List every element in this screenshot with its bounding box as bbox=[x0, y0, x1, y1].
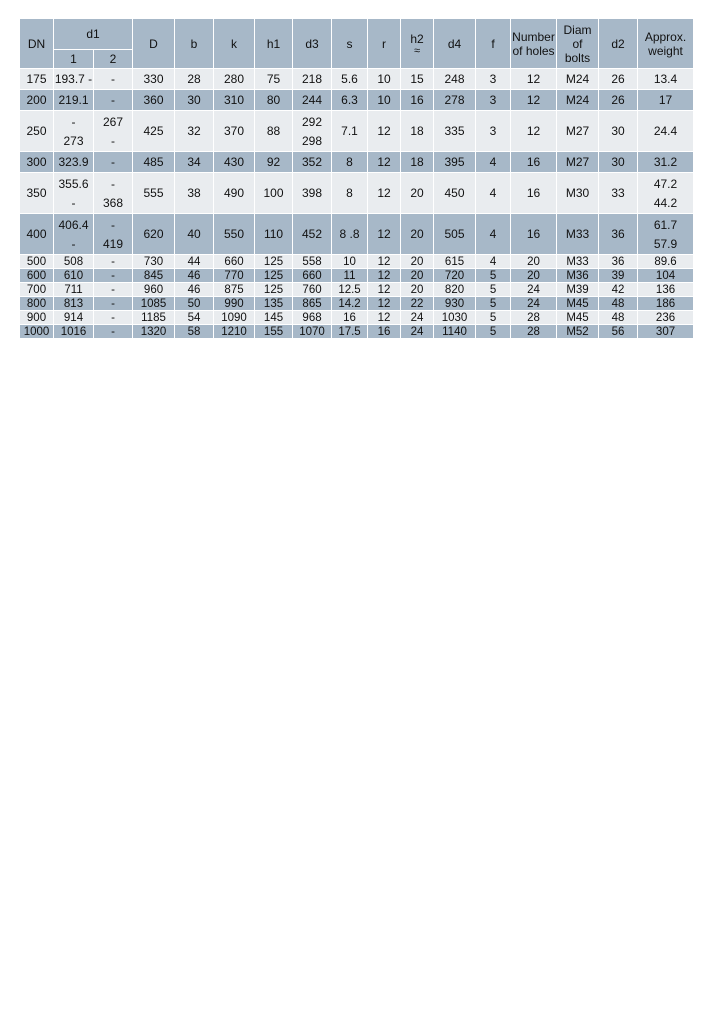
cell-holes: 12 bbox=[511, 69, 557, 90]
cell-dn: 250 bbox=[20, 111, 54, 152]
cell-h1: 125 bbox=[255, 283, 293, 297]
cell-d3: 660 bbox=[293, 269, 332, 283]
header-bolts bbox=[557, 19, 599, 69]
cell-d1-1: 193.7 - bbox=[54, 69, 94, 90]
cell-D: 960 bbox=[133, 283, 175, 297]
cell-d3: 218 bbox=[293, 69, 332, 90]
cell-value: - bbox=[111, 176, 115, 191]
cell-s: 16 bbox=[332, 311, 368, 325]
cell-f: 5 bbox=[476, 269, 511, 283]
cell-dn: 300 bbox=[20, 152, 54, 173]
header-D: D bbox=[133, 19, 175, 69]
cell-r: 12 bbox=[368, 214, 401, 255]
cell-value: 298 bbox=[302, 133, 323, 148]
cell-d2: 30 bbox=[599, 152, 638, 173]
header-bolts-line: bolts bbox=[564, 50, 591, 65]
cell-k: 990 bbox=[214, 297, 255, 311]
cell-weight: 236 bbox=[638, 311, 694, 325]
cell-b: 44 bbox=[175, 255, 214, 269]
cell-s: 11 bbox=[332, 269, 368, 283]
cell-value: - bbox=[71, 114, 76, 129]
cell-D: 730 bbox=[133, 255, 175, 269]
cell-d1-2: - bbox=[94, 325, 133, 339]
cell-b: 30 bbox=[175, 90, 214, 111]
table-row bbox=[20, 173, 694, 214]
cell-f: 4 bbox=[476, 173, 511, 214]
cell-bolts: M24 bbox=[557, 90, 599, 111]
cell-f: 3 bbox=[476, 111, 511, 152]
header-holes-line: of holes bbox=[512, 43, 555, 58]
cell-d1-1: 219.1 bbox=[54, 90, 94, 111]
cell-h1: 80 bbox=[255, 90, 293, 111]
cell-holes: 24 bbox=[511, 283, 557, 297]
header-d4: d4 bbox=[434, 19, 476, 69]
cell-f: 4 bbox=[476, 214, 511, 255]
cell-value: - bbox=[71, 195, 76, 210]
table-row bbox=[20, 152, 694, 173]
cell-d3: 558 bbox=[293, 255, 332, 269]
header-d2: d2 bbox=[599, 19, 638, 69]
cell-D: 845 bbox=[133, 269, 175, 283]
cell-D: 1085 bbox=[133, 297, 175, 311]
cell-bolts: M24 bbox=[557, 69, 599, 90]
cell-dn: 400 bbox=[20, 214, 54, 255]
table-row bbox=[20, 214, 694, 255]
cell-d4: 335 bbox=[434, 111, 476, 152]
table-row bbox=[20, 311, 694, 325]
cell-s: 14.2 bbox=[332, 297, 368, 311]
cell-s: 5.6 bbox=[332, 69, 368, 90]
header-h1: h1 bbox=[255, 19, 293, 69]
cell-d4: 1030 bbox=[434, 311, 476, 325]
cell-d4: 930 bbox=[434, 297, 476, 311]
cell-f: 3 bbox=[476, 90, 511, 111]
cell-value: - bbox=[111, 133, 115, 148]
header-weight bbox=[638, 19, 694, 69]
cell-value: 61.7 bbox=[653, 217, 678, 232]
cell-r: 12 bbox=[368, 111, 401, 152]
cell-h1: 155 bbox=[255, 325, 293, 339]
cell-weight bbox=[638, 214, 694, 255]
cell-d1-2: - bbox=[94, 152, 133, 173]
cell-d4: 1140 bbox=[434, 325, 476, 339]
cell-d3: 865 bbox=[293, 297, 332, 311]
cell-h2: 20 bbox=[401, 269, 434, 283]
cell-s: 6.3 bbox=[332, 90, 368, 111]
cell-b: 46 bbox=[175, 269, 214, 283]
cell-d1-1: 711 bbox=[54, 283, 94, 297]
cell-d1-1: 813 bbox=[54, 297, 94, 311]
cell-holes: 12 bbox=[511, 90, 557, 111]
cell-weight: 307 bbox=[638, 325, 694, 339]
cell-d2: 26 bbox=[599, 90, 638, 111]
cell-d1-2: - bbox=[94, 283, 133, 297]
cell-d4: 248 bbox=[434, 69, 476, 90]
cell-weight: 89.6 bbox=[638, 255, 694, 269]
cell-dn: 900 bbox=[20, 311, 54, 325]
cell-f: 5 bbox=[476, 311, 511, 325]
cell-value: 419 bbox=[102, 236, 124, 251]
cell-b: 32 bbox=[175, 111, 214, 152]
cell-d1-1: 508 bbox=[54, 255, 94, 269]
cell-r: 12 bbox=[368, 152, 401, 173]
cell-h1: 125 bbox=[255, 269, 293, 283]
table-row bbox=[20, 69, 694, 90]
cell-d1-2: - bbox=[94, 69, 133, 90]
cell-d2: 26 bbox=[599, 69, 638, 90]
cell-d3: 1070 bbox=[293, 325, 332, 339]
cell-d2: 30 bbox=[599, 111, 638, 152]
cell-b: 54 bbox=[175, 311, 214, 325]
table-row bbox=[20, 111, 694, 152]
cell-holes: 16 bbox=[511, 152, 557, 173]
cell-D: 425 bbox=[133, 111, 175, 152]
cell-weight: 186 bbox=[638, 297, 694, 311]
cell-d4: 278 bbox=[434, 90, 476, 111]
cell-h2: 22 bbox=[401, 297, 434, 311]
cell-bolts: M45 bbox=[557, 311, 599, 325]
cell-d3: 760 bbox=[293, 283, 332, 297]
cell-d2: 36 bbox=[599, 214, 638, 255]
cell-weight bbox=[638, 173, 694, 214]
cell-d4: 820 bbox=[434, 283, 476, 297]
cell-h1: 145 bbox=[255, 311, 293, 325]
cell-value: 267 bbox=[102, 114, 124, 129]
cell-D: 485 bbox=[133, 152, 175, 173]
cell-holes: 16 bbox=[511, 173, 557, 214]
cell-k: 660 bbox=[214, 255, 255, 269]
cell-k: 770 bbox=[214, 269, 255, 283]
cell-k: 490 bbox=[214, 173, 255, 214]
cell-dn: 1000 bbox=[20, 325, 54, 339]
cell-d2: 39 bbox=[599, 269, 638, 283]
cell-r: 12 bbox=[368, 297, 401, 311]
cell-dn: 700 bbox=[20, 283, 54, 297]
cell-d2: 33 bbox=[599, 173, 638, 214]
cell-d2: 48 bbox=[599, 311, 638, 325]
cell-D: 1320 bbox=[133, 325, 175, 339]
header-r: r bbox=[368, 19, 401, 69]
cell-dn: 800 bbox=[20, 297, 54, 311]
cell-b: 46 bbox=[175, 283, 214, 297]
cell-h2: 20 bbox=[401, 173, 434, 214]
cell-h2: 24 bbox=[401, 325, 434, 339]
header-holes-line: Number bbox=[512, 29, 555, 44]
cell-r: 10 bbox=[368, 69, 401, 90]
cell-bolts: M52 bbox=[557, 325, 599, 339]
cell-d1-2 bbox=[94, 111, 133, 152]
cell-d1-1 bbox=[54, 173, 94, 214]
cell-d1-2 bbox=[94, 173, 133, 214]
header-k: k bbox=[214, 19, 255, 69]
cell-k: 1210 bbox=[214, 325, 255, 339]
table-row bbox=[20, 283, 694, 297]
cell-bolts: M36 bbox=[557, 269, 599, 283]
cell-s: 17.5 bbox=[332, 325, 368, 339]
cell-s: 10 bbox=[332, 255, 368, 269]
header-b: b bbox=[175, 19, 214, 69]
cell-bolts: M33 bbox=[557, 214, 599, 255]
cell-d3: 398 bbox=[293, 173, 332, 214]
cell-r: 16 bbox=[368, 325, 401, 339]
cell-d4: 720 bbox=[434, 269, 476, 283]
cell-dn: 175 bbox=[20, 69, 54, 90]
cell-h2: 18 bbox=[401, 152, 434, 173]
cell-r: 12 bbox=[368, 255, 401, 269]
cell-d4: 450 bbox=[434, 173, 476, 214]
cell-h1: 110 bbox=[255, 214, 293, 255]
cell-weight: 104 bbox=[638, 269, 694, 283]
cell-weight: 31.2 bbox=[638, 152, 694, 173]
cell-d3: 244 bbox=[293, 90, 332, 111]
cell-h2: 18 bbox=[401, 111, 434, 152]
cell-d1-1: 1016 bbox=[54, 325, 94, 339]
cell-h1: 88 bbox=[255, 111, 293, 152]
cell-s: 8 bbox=[332, 152, 368, 173]
cell-dn: 200 bbox=[20, 90, 54, 111]
cell-value: 406.4 bbox=[58, 217, 89, 232]
header-bolts-line: Diam bbox=[563, 22, 592, 37]
cell-h2: 20 bbox=[401, 283, 434, 297]
cell-d3: 968 bbox=[293, 311, 332, 325]
cell-D: 555 bbox=[133, 173, 175, 214]
cell-s: 12.5 bbox=[332, 283, 368, 297]
cell-d2: 48 bbox=[599, 297, 638, 311]
cell-k: 370 bbox=[214, 111, 255, 152]
cell-d3 bbox=[293, 111, 332, 152]
cell-f: 5 bbox=[476, 283, 511, 297]
table-row bbox=[20, 325, 694, 339]
approx-symbol: ≈ bbox=[413, 44, 421, 57]
cell-d1-2: - bbox=[94, 90, 133, 111]
table-row bbox=[20, 297, 694, 311]
cell-value: 273 bbox=[63, 133, 84, 148]
cell-k: 1090 bbox=[214, 311, 255, 325]
cell-holes: 28 bbox=[511, 311, 557, 325]
cell-f: 5 bbox=[476, 325, 511, 339]
cell-d1-2: - bbox=[94, 255, 133, 269]
header-holes bbox=[511, 19, 557, 69]
cell-value: 47.2 bbox=[653, 176, 678, 191]
cell-d1-1 bbox=[54, 111, 94, 152]
header-bolts-line: of bbox=[572, 36, 583, 51]
header-h2 bbox=[401, 19, 434, 69]
cell-h2: 24 bbox=[401, 311, 434, 325]
cell-k: 550 bbox=[214, 214, 255, 255]
cell-b: 58 bbox=[175, 325, 214, 339]
cell-b: 34 bbox=[175, 152, 214, 173]
header-d1-sub-1: 1 bbox=[54, 50, 94, 69]
cell-d4: 615 bbox=[434, 255, 476, 269]
cell-d1-1: 914 bbox=[54, 311, 94, 325]
cell-h2: 15 bbox=[401, 69, 434, 90]
cell-value: 44.2 bbox=[653, 195, 678, 210]
cell-k: 430 bbox=[214, 152, 255, 173]
cell-k: 310 bbox=[214, 90, 255, 111]
cell-r: 12 bbox=[368, 283, 401, 297]
cell-d2: 36 bbox=[599, 255, 638, 269]
cell-bolts: M33 bbox=[557, 255, 599, 269]
cell-d1-2: - bbox=[94, 269, 133, 283]
cell-r: 10 bbox=[368, 90, 401, 111]
cell-r: 12 bbox=[368, 173, 401, 214]
cell-weight: 13.4 bbox=[638, 69, 694, 90]
cell-bolts: M27 bbox=[557, 111, 599, 152]
cell-bolts: M45 bbox=[557, 297, 599, 311]
cell-weight: 136 bbox=[638, 283, 694, 297]
table-row bbox=[20, 269, 694, 283]
cell-value: 368 bbox=[102, 195, 124, 210]
cell-d1-2 bbox=[94, 214, 133, 255]
cell-value: - bbox=[111, 217, 115, 232]
cell-d1-1: 323.9 bbox=[54, 152, 94, 173]
cell-bolts: M30 bbox=[557, 173, 599, 214]
header-weight-line: weight bbox=[648, 43, 683, 58]
cell-dn: 500 bbox=[20, 255, 54, 269]
cell-k: 280 bbox=[214, 69, 255, 90]
cell-h1: 75 bbox=[255, 69, 293, 90]
cell-d1-2: - bbox=[94, 311, 133, 325]
cell-f: 3 bbox=[476, 69, 511, 90]
header-dn: DN bbox=[20, 19, 54, 69]
cell-holes: 12 bbox=[511, 111, 557, 152]
cell-s: 8 .8 bbox=[332, 214, 368, 255]
cell-dn: 350 bbox=[20, 173, 54, 214]
cell-b: 40 bbox=[175, 214, 214, 255]
cell-value: 292 bbox=[302, 114, 323, 129]
cell-b: 38 bbox=[175, 173, 214, 214]
cell-holes: 24 bbox=[511, 297, 557, 311]
cell-holes: 20 bbox=[511, 255, 557, 269]
cell-f: 5 bbox=[476, 297, 511, 311]
cell-s: 7.1 bbox=[332, 111, 368, 152]
cell-d4: 505 bbox=[434, 214, 476, 255]
cell-value: 355.6 bbox=[58, 176, 89, 191]
cell-bolts: M27 bbox=[557, 152, 599, 173]
cell-d3: 352 bbox=[293, 152, 332, 173]
cell-bolts: M39 bbox=[557, 283, 599, 297]
cell-f: 4 bbox=[476, 255, 511, 269]
cell-value: 57.9 bbox=[653, 236, 678, 251]
cell-holes: 28 bbox=[511, 325, 557, 339]
header-weight-line: Approx. bbox=[644, 29, 687, 44]
cell-h2: 20 bbox=[401, 214, 434, 255]
cell-d3: 452 bbox=[293, 214, 332, 255]
cell-D: 620 bbox=[133, 214, 175, 255]
cell-D: 360 bbox=[133, 90, 175, 111]
table-row bbox=[20, 90, 694, 111]
cell-d2: 42 bbox=[599, 283, 638, 297]
cell-holes: 20 bbox=[511, 269, 557, 283]
cell-d1-1 bbox=[54, 214, 94, 255]
cell-h2: 20 bbox=[401, 255, 434, 269]
cell-r: 12 bbox=[368, 269, 401, 283]
cell-h1: 100 bbox=[255, 173, 293, 214]
cell-k: 875 bbox=[214, 283, 255, 297]
cell-b: 50 bbox=[175, 297, 214, 311]
cell-f: 4 bbox=[476, 152, 511, 173]
cell-d1-1: 610 bbox=[54, 269, 94, 283]
cell-weight: 17 bbox=[638, 90, 694, 111]
cell-h2: 16 bbox=[401, 90, 434, 111]
cell-s: 8 bbox=[332, 173, 368, 214]
header-f: f bbox=[476, 19, 511, 69]
cell-d2: 56 bbox=[599, 325, 638, 339]
cell-D: 330 bbox=[133, 69, 175, 90]
table-row bbox=[20, 255, 694, 269]
header-s: s bbox=[332, 19, 368, 69]
header-d1: d1 bbox=[54, 19, 133, 50]
cell-D: 1185 bbox=[133, 311, 175, 325]
cell-h1: 92 bbox=[255, 152, 293, 173]
header-d1-sub-2: 2 bbox=[94, 50, 133, 69]
cell-holes: 16 bbox=[511, 214, 557, 255]
cell-h1: 125 bbox=[255, 255, 293, 269]
flange-dimensions-table bbox=[19, 18, 694, 339]
cell-h1: 135 bbox=[255, 297, 293, 311]
header-h2-label: h2 bbox=[410, 31, 424, 46]
cell-d4: 395 bbox=[434, 152, 476, 173]
cell-dn: 600 bbox=[20, 269, 54, 283]
cell-weight: 24.4 bbox=[638, 111, 694, 152]
header-d3: d3 bbox=[293, 19, 332, 69]
cell-d1-2: - bbox=[94, 297, 133, 311]
cell-value: - bbox=[71, 236, 76, 251]
cell-b: 28 bbox=[175, 69, 214, 90]
cell-r: 12 bbox=[368, 311, 401, 325]
